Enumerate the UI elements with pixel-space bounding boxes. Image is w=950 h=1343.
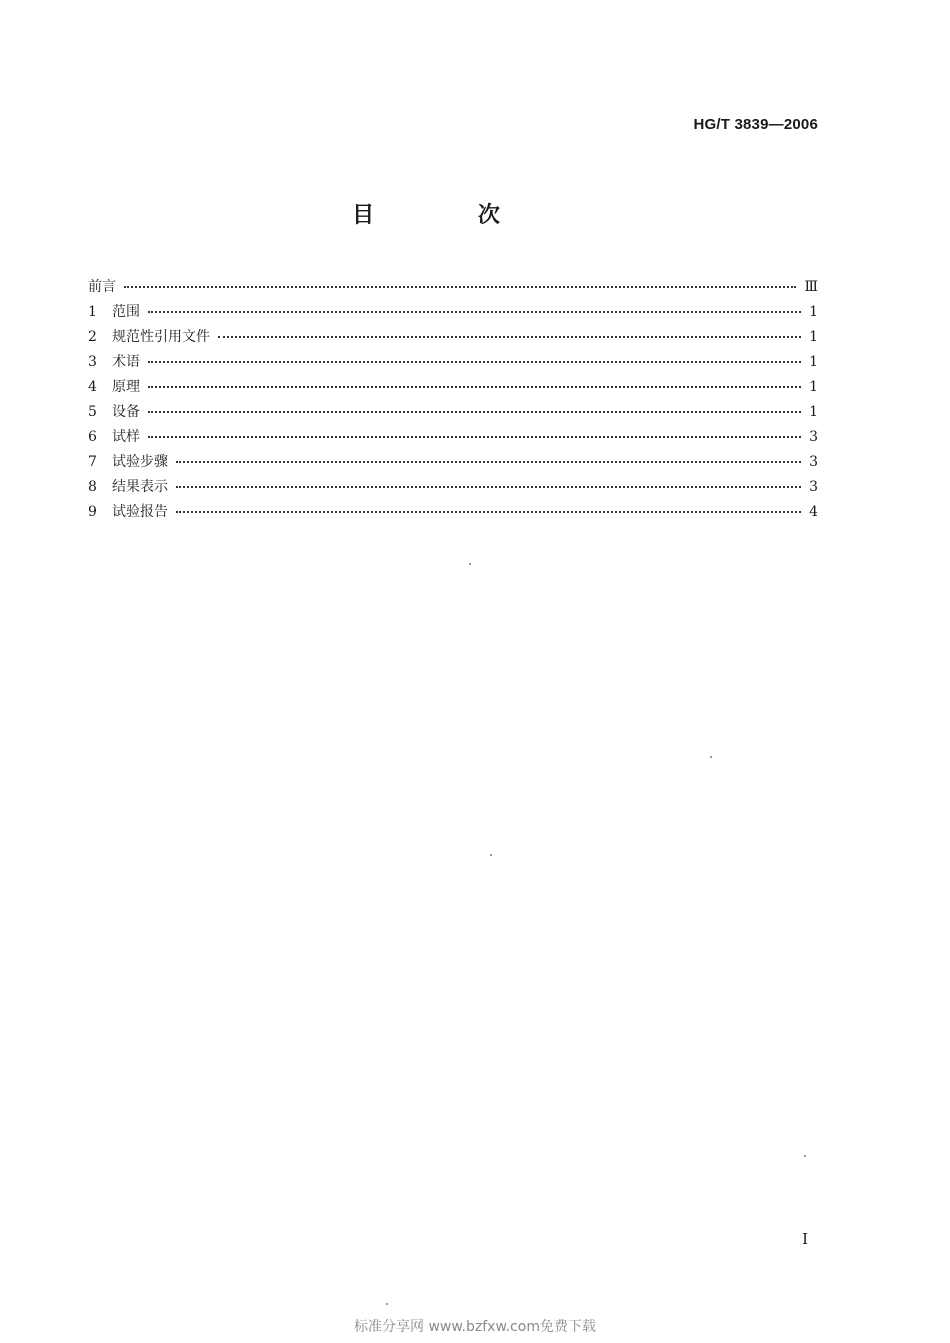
toc-entry-page: 1: [809, 404, 818, 420]
dot-leader: [148, 360, 801, 363]
toc-entry-number: 2: [88, 329, 97, 345]
toc-entry-6[interactable]: [88, 426, 818, 451]
toc-entry-label: 试验步骤: [112, 454, 168, 470]
toc-entry-page: 3: [809, 429, 818, 445]
toc-entry-page: 3: [809, 454, 818, 470]
toc-entry-foreword[interactable]: [88, 276, 818, 301]
toc-entry-page: 1: [809, 379, 818, 395]
dot-leader: [148, 385, 801, 388]
toc-entry-page: Ⅲ: [804, 279, 818, 295]
toc-title: 目 次: [352, 203, 548, 228]
toc-entry-number: 4: [88, 379, 97, 395]
toc-entry-label: 试样: [112, 429, 140, 445]
scan-speck: [710, 756, 712, 758]
toc-entry-number: 5: [88, 404, 97, 420]
scan-speck: [386, 1303, 388, 1305]
dot-leader: [148, 310, 801, 313]
toc-entry-page: 4: [809, 504, 818, 520]
scan-speck: [469, 563, 471, 565]
scan-speck: [490, 854, 492, 856]
dot-leader: [218, 335, 801, 338]
toc-entry-label: 原理: [112, 379, 140, 395]
toc-entry-5[interactable]: [88, 401, 818, 426]
standard-code: HG/T 3839—2006: [693, 116, 818, 133]
toc-entry-4[interactable]: [88, 376, 818, 401]
footer-watermark: 标准分享网 www.bzfxw.com免费下载: [354, 1319, 596, 1335]
dot-leader: [124, 285, 796, 288]
toc-entry-label: 规范性引用文件: [112, 329, 210, 345]
toc-entry-label: 范围: [112, 304, 140, 320]
toc-entry-page: 1: [809, 329, 818, 345]
scan-speck: [804, 1155, 806, 1157]
toc-entry-number: 6: [88, 429, 97, 445]
dot-leader: [176, 460, 801, 463]
toc-entry-page: 1: [809, 304, 818, 320]
toc-entry-2[interactable]: [88, 326, 818, 351]
toc-entry-9[interactable]: [88, 501, 818, 526]
toc-entry-1[interactable]: [88, 301, 818, 326]
dot-leader: [176, 510, 801, 513]
toc-entry-number: 9: [88, 504, 97, 520]
toc-entry-number: 1: [88, 304, 97, 320]
dot-leader: [148, 410, 801, 413]
toc-entry-8[interactable]: [88, 476, 818, 501]
toc-entry-label: 结果表示: [112, 479, 168, 495]
toc-entry-3[interactable]: [88, 351, 818, 376]
toc-entry-number: 8: [88, 479, 97, 495]
toc-entry-page: 1: [809, 354, 818, 370]
toc-entry-label: 术语: [112, 354, 140, 370]
toc-entry-label: 设备: [112, 404, 140, 420]
toc-entry-7[interactable]: [88, 451, 818, 476]
table-of-contents: [88, 276, 818, 526]
page-number: I: [802, 1230, 808, 1248]
dot-leader: [176, 485, 801, 488]
dot-leader: [148, 435, 801, 438]
toc-entry-label: 前言: [88, 279, 116, 295]
toc-entry-number: 3: [88, 354, 97, 370]
toc-entry-page: 3: [809, 479, 818, 495]
toc-entry-number: 7: [88, 454, 97, 470]
toc-entry-label: 试验报告: [112, 504, 168, 520]
